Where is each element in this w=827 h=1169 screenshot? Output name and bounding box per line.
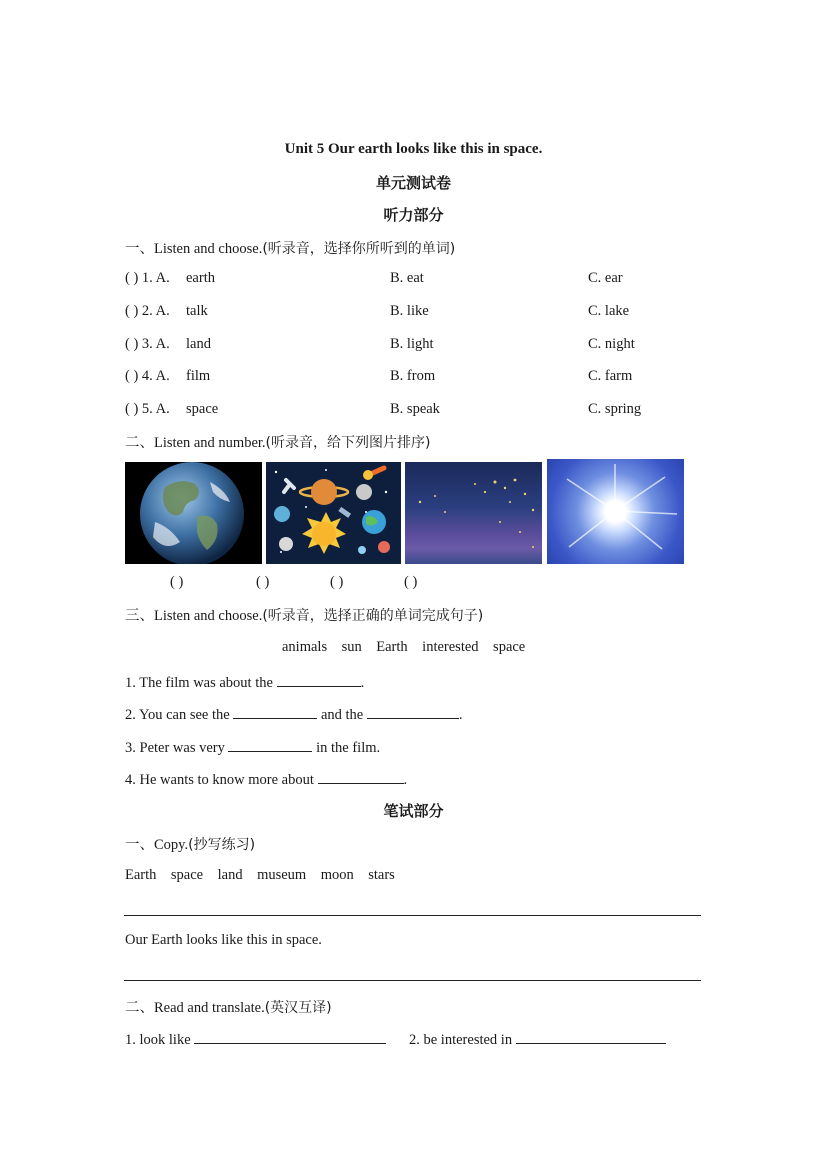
question-number[interactable]: ( ) 1. A. [125, 270, 170, 286]
answer-blank[interactable] [277, 672, 361, 687]
sentence-text: . [360, 675, 365, 691]
option-a: space [186, 401, 219, 417]
writing-part2-label: 二、Read and translate. [125, 1000, 265, 1016]
sentence-text: in the film. [316, 740, 381, 756]
stars-icon [405, 462, 542, 564]
earth-picture [125, 462, 262, 564]
night-sky-picture [405, 462, 542, 564]
sentence-text: 3. Peter was very [125, 740, 225, 756]
writing-section-title: 笔试部分 [383, 802, 444, 820]
listening-part3-label: 三、Listen and choose. [125, 608, 263, 624]
writing-part2-instruction: (英汉互译) [264, 1000, 332, 1016]
question-number[interactable]: ( ) 4. A. [125, 368, 170, 384]
writing-part1-instruction: (抄写练习) [188, 837, 256, 853]
listening-part2-heading [125, 431, 430, 452]
sentence-text: . [403, 772, 408, 788]
copy-word: land [217, 867, 243, 883]
sentence-3 [125, 737, 380, 757]
copy-word: stars [368, 867, 395, 883]
question-number[interactable]: ( ) 5. A. [125, 401, 170, 417]
listening-part1-label: 一、Listen and choose. [125, 241, 263, 257]
sentence-4 [125, 769, 407, 789]
translate-phrase: 2. be interested in [409, 1032, 513, 1048]
sentence-1 [125, 672, 364, 692]
sentence-text: . [458, 707, 463, 723]
word-bank [282, 639, 525, 656]
listening-part1-instruction: (听录音，选择你所听到的单词) [262, 241, 456, 257]
earth-icon [125, 462, 262, 564]
answer-blank[interactable] [194, 1029, 386, 1044]
sentence-text: 2. You can see the [125, 707, 230, 723]
word-bank-item: animals [282, 639, 328, 655]
listening-section-title: 听力部分 [383, 206, 444, 224]
option-b: B. eat [390, 270, 424, 286]
copy-word: museum [257, 867, 307, 883]
writing-part1-label: 一、Copy. [125, 837, 189, 853]
copy-writing-line-1[interactable] [124, 915, 701, 916]
option-c: C. night [588, 336, 635, 352]
option-a: film [186, 368, 211, 384]
listening-part2-instruction: (听录音，给下列图片排序) [265, 435, 431, 451]
planets-icon [266, 462, 401, 564]
option-c: C. spring [588, 401, 642, 417]
writing-part1-heading [125, 833, 255, 854]
option-c: C. lake [588, 303, 630, 319]
translate-item-2 [409, 1029, 666, 1049]
cartoon-space-picture [266, 462, 401, 564]
option-c: C. farm [588, 368, 633, 384]
picture2-answer-bracket[interactable]: ( ) [256, 574, 270, 590]
listening-part2-label: 二、Listen and number. [125, 435, 266, 451]
answer-blank[interactable] [233, 704, 317, 719]
word-bank-item: Earth [376, 639, 408, 655]
listening-part1-heading [125, 237, 455, 258]
copy-word: space [170, 867, 204, 883]
answer-blank[interactable] [516, 1029, 666, 1044]
copy-word: moon [320, 867, 354, 883]
page-title: Unit 5 Our earth looks like this in space. [284, 141, 543, 157]
sentence-2 [125, 704, 463, 724]
page-subtitle: 单元测试卷 [375, 174, 451, 192]
translate-item-1 [125, 1029, 386, 1049]
picture1-answer-bracket[interactable]: ( ) [170, 574, 184, 590]
word-bank-item: space [493, 639, 526, 655]
option-a: earth [186, 270, 215, 286]
copy-words [125, 867, 395, 884]
sentence-text: and the [320, 707, 364, 723]
sentence-text: 4. He wants to know more about [125, 772, 314, 788]
answer-blank[interactable] [367, 704, 459, 719]
picture3-answer-bracket[interactable]: ( ) [330, 574, 344, 590]
option-b: B. from [390, 368, 436, 384]
option-b: B. light [390, 336, 434, 352]
sentence-text: 1. The film was about the [125, 675, 273, 691]
copy-word: Earth [125, 867, 157, 883]
answer-blank[interactable] [228, 737, 312, 752]
listening-part3-instruction: (听录音，选择正确的单词完成句子) [262, 608, 484, 624]
writing-part2-heading [125, 996, 332, 1017]
sun-icon [547, 459, 684, 564]
option-a: land [186, 336, 211, 352]
option-b: B. like [390, 303, 429, 319]
copy-writing-line-2[interactable] [124, 980, 701, 981]
option-a: talk [186, 303, 208, 319]
sun-picture [547, 459, 684, 564]
translate-phrase: 1. look like [125, 1032, 191, 1048]
option-b: B. speak [390, 401, 440, 417]
option-c: C. ear [588, 270, 623, 286]
question-number[interactable]: ( ) 3. A. [125, 336, 170, 352]
listening-part3-heading [125, 604, 483, 625]
question-number[interactable]: ( ) 2. A. [125, 303, 170, 319]
picture4-answer-bracket[interactable]: ( ) [404, 574, 418, 590]
word-bank-item: sun [341, 639, 362, 655]
answer-blank[interactable] [318, 769, 404, 784]
word-bank-item: interested [422, 639, 479, 655]
copy-sentence: Our Earth looks like this in space. [125, 932, 322, 948]
